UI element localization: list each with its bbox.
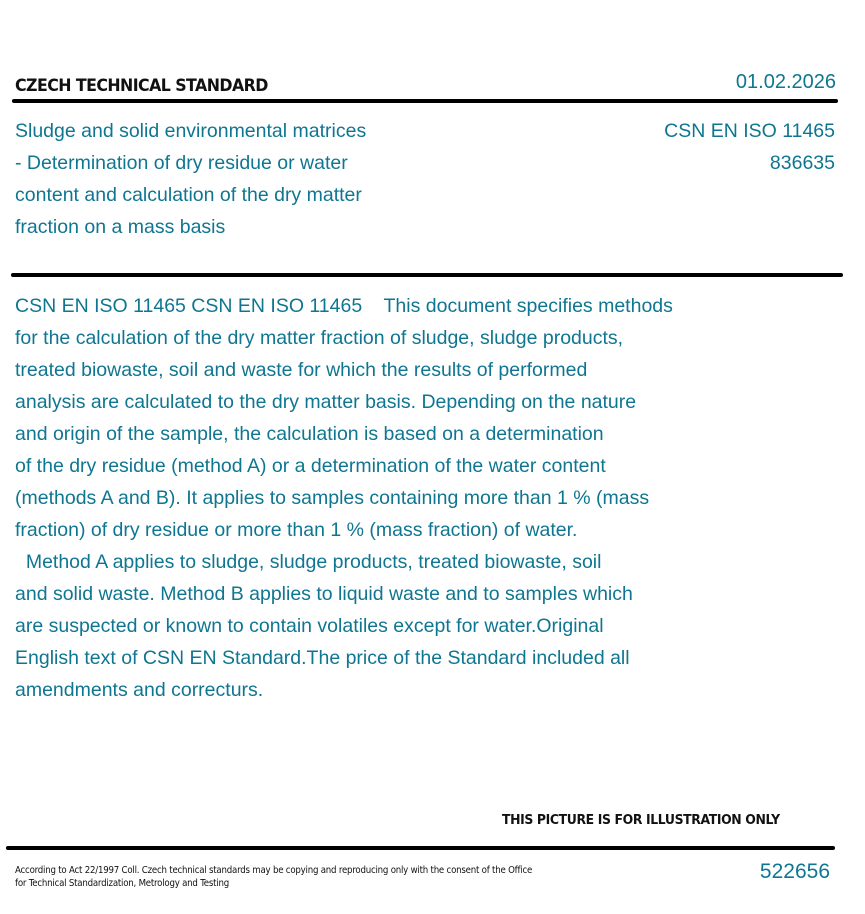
standard-code: CSN EN ISO 11465: [664, 120, 835, 142]
standard-title-line: Sludge and solid environmental matrices: [15, 120, 367, 142]
legal-line: for Technical Standardization, Metrology and Testing: [15, 878, 229, 889]
description-line: and solid waste. Method B applies to liquid waste and to samples which: [15, 583, 633, 605]
description-line: (methods A and B). It applies to samples containing more than 1 % (mass: [15, 487, 650, 509]
description-line: amendments and correcturs.: [15, 679, 264, 701]
top-divider: [12, 99, 838, 103]
illustration-notice: THIS PICTURE IS FOR ILLUSTRATION ONLY: [502, 812, 780, 828]
description-line: of the dry residue (method A) or a determination of the water content: [15, 455, 606, 477]
description-line: and origin of the sample, the calculation is based on a determination: [15, 423, 604, 445]
standard-title-line: - Determination of dry residue or water: [15, 152, 348, 174]
standard-title-line: content and calculation of the dry matter: [15, 184, 362, 206]
description-line: treated biowaste, soil and waste for which the results of performed: [15, 359, 588, 381]
description-line: Method A applies to sludge, sludge products, treated biowaste, soil: [15, 551, 602, 573]
standard-title-line: fraction on a mass basis: [15, 216, 226, 238]
header-date: 01.02.2026: [735, 71, 836, 93]
standard-codes: [664, 115, 835, 179]
catalog-number: 836635: [769, 152, 835, 174]
description-line: English text of CSN EN Standard.The price of the Standard included all: [15, 647, 630, 669]
description-line: analysis are calculated to the dry matter basis. Depending on the nature: [15, 391, 637, 413]
bottom-divider: [6, 846, 835, 850]
middle-divider: [11, 273, 843, 277]
description-line: fraction) of dry residue or more than 1 % (mass fraction) of water.: [15, 519, 578, 541]
header-title: CZECH TECHNICAL STANDARD: [15, 76, 268, 96]
legal-line: According to Act 22/1997 Coll. Czech technical standards may be copying and reproducing only with the consent of the Office: [15, 865, 533, 876]
description-line: for the calculation of the dry matter fraction of sludge, sludge products,: [15, 327, 624, 349]
standard-title: [15, 115, 435, 243]
description-line: CSN EN ISO 11465 CSN EN ISO 11465 This document specifies methods: [15, 295, 673, 317]
legal-notice: [15, 864, 532, 890]
document-id: 522656: [759, 860, 830, 883]
description-text: [15, 290, 673, 706]
description-line: are suspected or known to contain volatiles except for water.Original: [15, 615, 604, 637]
